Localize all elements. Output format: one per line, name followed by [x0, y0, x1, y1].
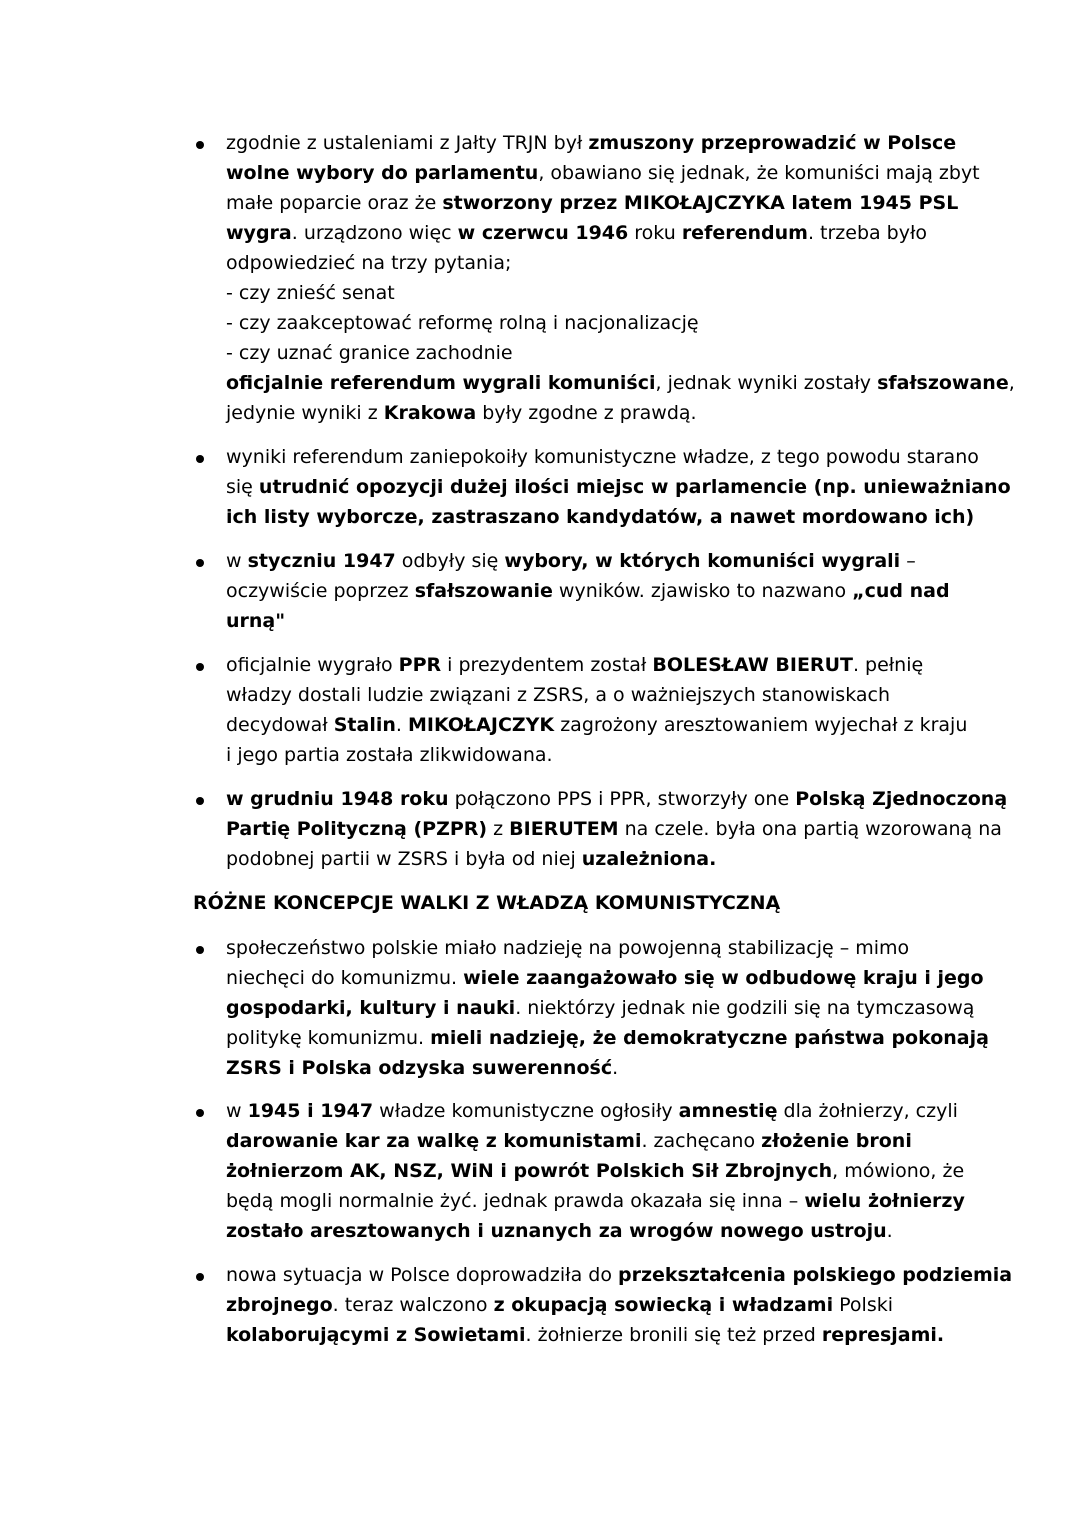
text-run: - czy znieść senat: [226, 282, 395, 304]
bullet-paragraph: [226, 1096, 966, 1246]
bold-text-run: „cud nad: [852, 580, 950, 602]
text-run: z: [487, 818, 510, 840]
text-run: . trzeba było: [807, 222, 928, 244]
bold-text-run: styczniu 1947: [247, 550, 396, 572]
text-line: [226, 814, 1002, 844]
text-run: oficjalnie wygrało: [226, 654, 399, 676]
bullet-dot: [196, 1109, 204, 1117]
bold-text-run: gospodarki, kultury i nauki: [226, 997, 516, 1019]
text-run: .: [886, 1220, 893, 1242]
bold-text-run: przekształcenia polskiego podziemia: [617, 1264, 1013, 1286]
text-line: [226, 680, 966, 710]
text-run: dla żołnierzy, czyli: [777, 1100, 958, 1122]
text-run: społeczeństwo polskie miało nadzieję na powojenną stabilizację – mimo: [226, 937, 910, 959]
bold-text-run: zbrojnego: [226, 1294, 333, 1316]
bold-text-run: wielu żołnierzy: [804, 1190, 965, 1212]
text-line: [226, 606, 966, 636]
text-line: [226, 128, 966, 158]
bold-text-run: mieli nadzieję, że demokratyczne państwa pokonają: [430, 1027, 989, 1049]
text-run: małe poparcie oraz że: [226, 192, 443, 214]
bold-text-run: z okupacją sowiecką i władzami: [493, 1294, 834, 1316]
text-run: roku: [628, 222, 682, 244]
text-run: będą mogli normalnie żyć. jednak prawda okazała się inna –: [226, 1190, 805, 1212]
bold-text-run: Stalin: [333, 714, 396, 736]
text-line: [226, 158, 980, 188]
text-run: . pełnię: [852, 654, 924, 676]
text-line: [226, 1156, 966, 1186]
bold-text-run: ich listy wyborcze, zastraszano kandydatów, a nawet mordowano ich): [226, 506, 975, 528]
text-run: , mówiono, że: [832, 1160, 965, 1182]
text-run: . zachęcano: [641, 1130, 762, 1152]
bullet-dot: [196, 946, 204, 954]
bold-text-run: PPR: [398, 654, 442, 676]
text-run: .: [395, 714, 408, 736]
text-run: połączono PPS i PPR, stworzyły one: [448, 788, 796, 810]
bold-text-run: złożenie broni: [761, 1130, 912, 1152]
bold-text-run: darowanie kar za walkę z komunistami: [226, 1130, 642, 1152]
text-run: jedynie wyniki z: [226, 402, 384, 424]
bullet-dot: [196, 141, 204, 149]
text-run: , jednak wyniki zostały: [655, 372, 878, 394]
bullet-paragraph: [226, 546, 966, 636]
text-run: –: [900, 550, 916, 572]
text-run: ,: [1008, 372, 1015, 394]
text-line: [226, 308, 966, 338]
text-run: . teraz walczono: [332, 1294, 494, 1316]
bullet-dot: [196, 663, 204, 671]
bold-text-run: utrudnić opozycji dużej ilości miejsc w parlamencie (np. unieważniano: [258, 476, 1011, 498]
text-line: [226, 933, 966, 963]
bullet-dot: [196, 455, 204, 463]
text-run: na czele. była ona partią wzorowaną na: [618, 818, 1002, 840]
bullet-paragraph: [226, 784, 1008, 874]
bold-text-run: żołnierzom AK, NSZ, WiN i powrót Polskich Sił Zbrojnych: [226, 1160, 833, 1182]
text-line: [226, 710, 966, 740]
text-run: . żołnierze bronili się też przed: [525, 1324, 822, 1346]
bold-text-run: wygra: [226, 222, 292, 244]
bold-text-run: oficjalnie referendum wygrali komuniści: [226, 372, 656, 394]
bold-text-run: BOLESŁAW BIERUT: [652, 654, 853, 676]
bold-text-run: kolaborującymi z Sowietami: [226, 1324, 526, 1346]
bold-text-run: Polską Zjednoczoną: [795, 788, 1008, 810]
text-line: [226, 650, 966, 680]
text-run: podobnej partii w ZSRS i była od niej: [226, 848, 582, 870]
text-run: się: [226, 476, 259, 498]
text-line: [226, 784, 1008, 814]
bold-text-run: w grudniu 1948 roku: [226, 788, 449, 810]
text-line: [226, 368, 1015, 398]
bold-text-run: Krakowa: [383, 402, 477, 424]
bold-text-run: sfałszowane: [877, 372, 1009, 394]
text-line: [226, 1216, 966, 1246]
text-run: . niektórzy jednak nie godzili się na tymczasową: [515, 997, 975, 1019]
text-run: władze komunistyczne ogłosiły: [373, 1100, 679, 1122]
text-run: .: [612, 1057, 619, 1079]
text-line: [226, 472, 1011, 502]
section-heading: RÓŻNE KONCEPCJE WALKI Z WŁADZĄ KOMUNISTYCZNĄ: [193, 892, 781, 914]
text-line: [226, 442, 979, 472]
text-line: [226, 993, 975, 1023]
text-line: [226, 1126, 966, 1156]
text-line: [226, 398, 966, 428]
text-run: - czy uznać granice zachodnie: [226, 342, 513, 364]
bold-text-run: 1945 i 1947: [247, 1100, 374, 1122]
text-line: [226, 1023, 989, 1053]
text-line: [226, 278, 966, 308]
text-run: zagrożony aresztowaniem wyjechał z kraju: [554, 714, 968, 736]
bold-text-run: amnestię: [678, 1100, 778, 1122]
text-run: Polski: [833, 1294, 893, 1316]
bold-text-run: referendum: [681, 222, 808, 244]
text-run: wyników. zjawisko to nazwano: [552, 580, 853, 602]
text-run: władzy dostali ludzie związani z ZSRS, a o ważniejszych stanowiskach: [226, 684, 890, 706]
bold-text-run: wiele zaangażowało się w odbudowę kraju i jego: [463, 967, 984, 989]
text-line: [226, 218, 966, 248]
text-run: w: [226, 1100, 248, 1122]
text-line: [226, 844, 966, 874]
text-run: i prezydentem został: [441, 654, 653, 676]
bold-text-run: wolne wybory do parlamentu: [226, 162, 539, 184]
text-run: politykę komunizmu.: [226, 1027, 431, 1049]
bold-text-run: BIERUTEM: [509, 818, 619, 840]
text-run: w: [226, 550, 248, 572]
bullet-dot: [196, 559, 204, 567]
text-line: [226, 1260, 1013, 1290]
bold-text-run: w czerwcu 1946: [457, 222, 629, 244]
text-run: były zgodne z prawdą.: [476, 402, 697, 424]
bold-text-run: wybory, w których komuniści wygrali: [504, 550, 901, 572]
bold-text-run: ZSRS i Polska odzyska suwerenność: [226, 1057, 613, 1079]
text-line: [226, 1186, 966, 1216]
bullet-paragraph: [226, 933, 989, 1083]
bold-text-run: MIKOŁAJCZYK: [407, 714, 555, 736]
text-run: niechęci do komunizmu.: [226, 967, 464, 989]
text-run: oczywiście poprzez: [226, 580, 415, 602]
text-run: decydował: [226, 714, 334, 736]
text-line: [226, 248, 966, 278]
bullet-paragraph: [226, 442, 1011, 532]
text-line: [226, 1096, 966, 1126]
text-line: [226, 338, 966, 368]
text-run: nowa sytuacja w Polsce doprowadziła do: [226, 1264, 618, 1286]
text-line: [226, 963, 984, 993]
text-run: - czy zaakceptować reformę rolną i nacjonalizację: [226, 312, 699, 334]
text-line: [226, 546, 966, 576]
bold-text-run: stworzony przez MIKOŁAJCZYKA latem 1945 PSL: [442, 192, 959, 214]
bold-text-run: zostało aresztowanych i uznanych za wrogów nowego ustroju: [226, 1220, 887, 1242]
text-run: zgodnie z ustaleniami z Jałty TRJN był: [226, 132, 589, 154]
bullet-dot: [196, 797, 204, 805]
text-run: wyniki referendum zaniepokoiły komunistyczne władze, z tego powodu starano: [226, 446, 979, 468]
bold-text-run: uzależniona.: [581, 848, 717, 870]
text-run: odpowiedzieć na trzy pytania;: [226, 252, 512, 274]
text-line: [226, 1290, 966, 1320]
bold-text-run: sfałszowanie: [414, 580, 553, 602]
bold-text-run: represjami.: [821, 1324, 945, 1346]
bullet-paragraph: [226, 1260, 1013, 1350]
text-line: [226, 576, 966, 606]
text-line: [226, 1320, 966, 1350]
bullet-paragraph: [226, 650, 966, 770]
text-line: [226, 740, 966, 770]
text-line: [226, 188, 966, 218]
text-run: i jego partia została zlikwidowana.: [226, 744, 553, 766]
bold-text-run: Partię Polityczną (PZPR): [226, 818, 488, 840]
text-line: [226, 502, 975, 532]
bold-text-run: urną": [226, 610, 286, 632]
bullet-dot: [196, 1273, 204, 1281]
text-run: , obawiano się jednak, że komuniści mają zbyt: [538, 162, 980, 184]
bullet-paragraph: [226, 128, 1015, 428]
text-line: [226, 1053, 966, 1083]
text-run: . urządzono więc: [291, 222, 458, 244]
text-run: odbyły się: [395, 550, 505, 572]
bold-text-run: zmuszony przeprowadzić w Polsce: [588, 132, 957, 154]
